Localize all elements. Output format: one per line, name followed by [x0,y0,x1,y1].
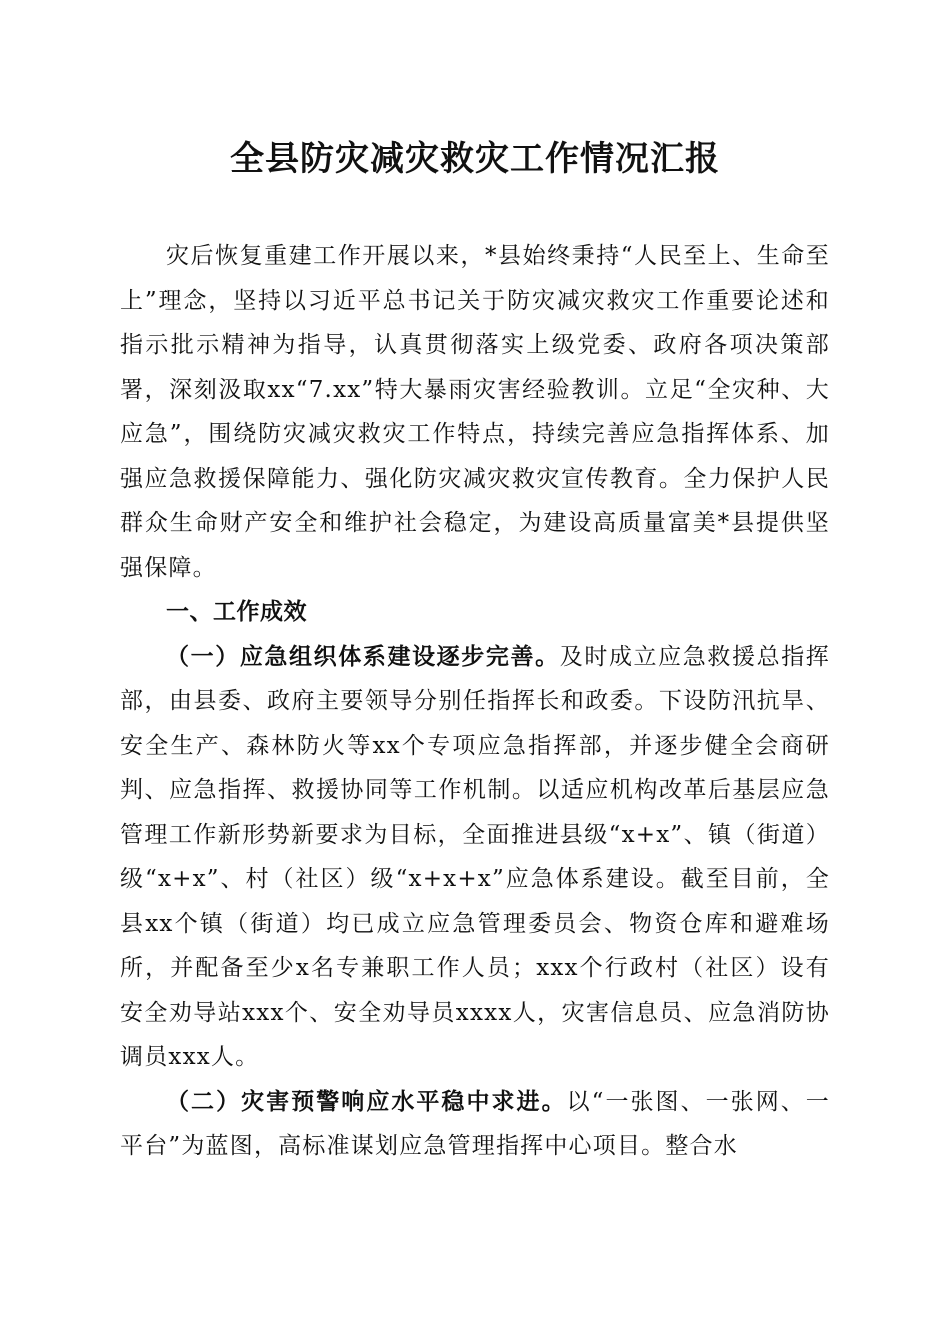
document-title: 全县防灾减灾救灾工作情况汇报 [230,139,720,179]
item-2-text: 以“一张图、一张网、一平台”为蓝图，高标准谋划应急管理指挥中心项目。整合水 [120,1088,830,1159]
item-2-paragraph [120,1080,830,1169]
item-1-text: 及时成立应急救援总指挥部，由县委、政府主要领导分别任指挥长和政委。下设防汛抗旱、安全生产、森林防火等xx个专项应急指挥部，并逐步健全会商研判、应急指挥、救援协同等工作机制。以适应机构改革后基层应急管理工作新形势新要求为目标，全面推进县级“x+x”、镇（街道）级“x+x”、村（社区）级“x+x+x”应急体系建设。截至目前，全县xx个镇（街道）均已成立应急管理委员会、物资仓库和避难场所，并配备至少x名专兼职工作人员；xxx个行政村（社区）设有安全劝导站xxx个、安全劝导员xxxx人，灾害信息员、应急消防协调员xxx人。 [120,643,831,1070]
intro-paragraph: 灾后恢复重建工作开展以来，*县始终秉持“人民至上、生命至上”理念，坚持以习近平总书记关于防灾减灾救灾工作重要论述和指示批示精神为指导，认真贯彻落实上级党委、政府各项决策部署，深刻汲取xx“7.xx”特大暴雨灾害经验教训。立足“全灾种、大应急”，围绕防灾减灾救灾工作特点，持续完善应急指挥体系、加强应急救援保障能力、强化防灾减灾救灾宣传教育。全力保护人民群众生命财产安全和维护社会稳定，为建设高质量富美*县提供坚强保障。 [120,243,830,581]
document-body [120,234,830,1169]
section-heading-work-results: 一、工作成效 [166,599,307,625]
item-1-paragraph [120,635,830,1080]
item-2-lead: （二）灾害预警响应水平稳中求进。 [166,1087,567,1115]
item-1-lead: （一）应急组织体系建设逐步完善。 [166,642,560,670]
